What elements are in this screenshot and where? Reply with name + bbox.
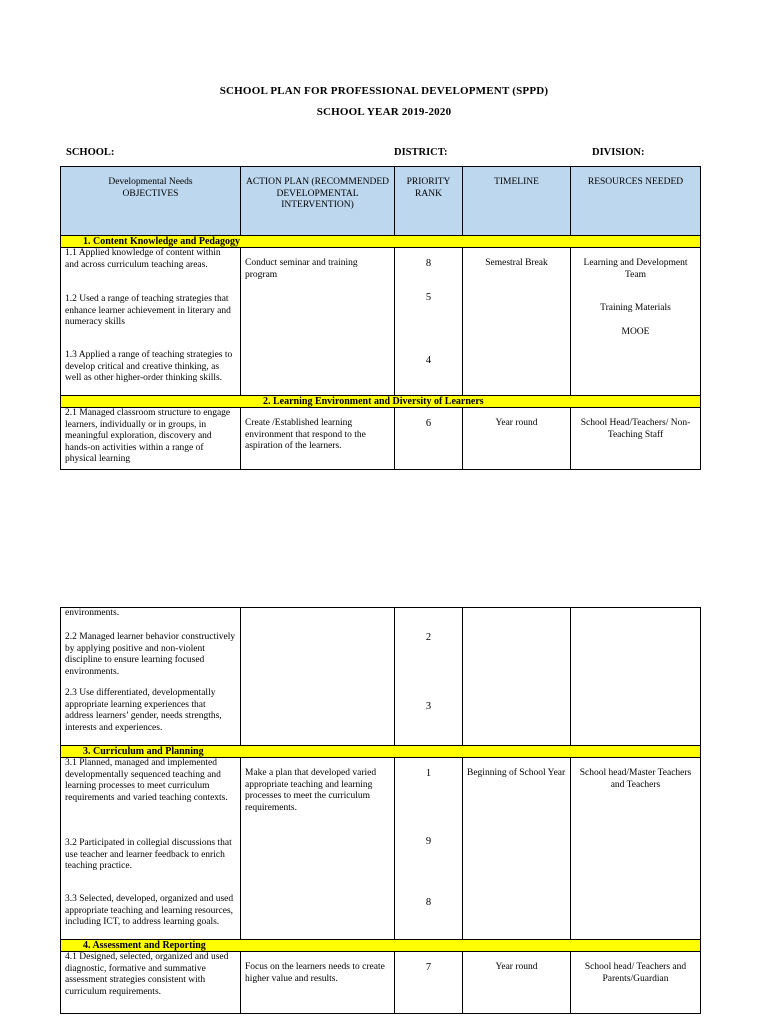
rank-2-3: 3 bbox=[425, 700, 432, 712]
rank-cell-1 bbox=[395, 248, 463, 396]
resource-mooe: MOOE bbox=[621, 326, 650, 337]
action-plan-2: Create /Established learning environment that respond to the aspiration of the learners. bbox=[241, 408, 395, 470]
action-plan-1: Conduct seminar and training program bbox=[241, 248, 395, 396]
header-action-plan: ACTION PLAN (RECOMMENDED DEVELOPMENTAL INTERVENTION) bbox=[241, 167, 395, 236]
rank-4-1: 7 bbox=[395, 952, 463, 1014]
rank-1-3: 4 bbox=[425, 355, 432, 366]
header-priority-rank: PRIORITY RANK bbox=[395, 167, 463, 236]
objective-3-2: 3.2 Participated in collegial discussions that use teacher and learner feedback to enrich teaching practice. bbox=[65, 838, 232, 871]
objectives-cell-1 bbox=[61, 248, 241, 396]
rank-3-1: 1 bbox=[425, 768, 432, 779]
objective-1-2: 1.2 Used a range of teaching strategies that enhance learner achievement in literary and numeracy skills bbox=[65, 294, 231, 327]
objective-2-2: 2.2 Managed learner behavior constructively by applying positive and non-violent discipline to ensure learning focused environments. bbox=[65, 632, 236, 677]
school-year: SCHOOL YEAR 2019-2020 bbox=[316, 106, 452, 118]
plan-table-page1 bbox=[60, 166, 701, 470]
header-developmental-needs: Developmental Needs bbox=[108, 177, 193, 187]
division-label: DIVISION: bbox=[592, 147, 645, 158]
action-plan-3: Make a plan that developed varied appropriate teaching and learning processes to meet the curriculum requirements. bbox=[241, 758, 395, 940]
action-plan-2-continued bbox=[241, 608, 395, 746]
resources-2-continued bbox=[571, 608, 701, 746]
rank-cell-2 bbox=[395, 608, 463, 746]
objective-3-1: 3.1 Planned, managed and implemented developmentally sequenced teaching and learning processes to meet curriculum requirements and varied teaching contexts. bbox=[65, 758, 228, 803]
resources-3: School head/Master Teachers and Teachers bbox=[571, 758, 701, 940]
resource-learning-team: Learning and Development Team bbox=[583, 258, 688, 280]
rank-cell-3 bbox=[395, 758, 463, 940]
header-resources: RESOURCES NEEDED bbox=[571, 167, 701, 236]
rank-1-1: 8 bbox=[425, 258, 432, 269]
section-learning-environment: 2. Learning Environment and Diversity of Learners bbox=[61, 396, 701, 408]
action-plan-4: Focus on the learners needs to create higher value and results. bbox=[241, 952, 395, 1014]
objective-3-3: 3.3 Selected, developed, organized and used appropriate teaching and learning resources, including ICT, to address learning goals. bbox=[65, 894, 234, 927]
resources-cell-1 bbox=[571, 248, 701, 396]
objective-2-3: 2.3 Use differentiated, developmentally appropriate learning experiences that address learners’ gender, needs strengths, interests and experiences. bbox=[65, 688, 222, 733]
timeline-3: Beginning of School Year bbox=[463, 758, 571, 940]
objectives-cell-2 bbox=[61, 608, 241, 746]
header-objectives-label: OBJECTIVES bbox=[122, 188, 179, 199]
timeline-4: Year round bbox=[463, 952, 571, 1014]
school-label: SCHOOL: bbox=[66, 147, 115, 158]
section-curriculum-planning: 3. Curriculum and Planning bbox=[61, 746, 701, 758]
section-assessment-reporting: 4. Assessment and Reporting bbox=[61, 940, 701, 952]
objective-2-1-continued: environments. bbox=[65, 608, 120, 618]
rank-2-1: 6 bbox=[395, 408, 463, 470]
objective-4-1: 4.1 Designed, selected, organized and used diagnostic, formative and summative assessment strategies consistent with curriculum requirements. bbox=[61, 952, 241, 1014]
rank-1-2: 5 bbox=[425, 291, 432, 303]
rank-3-3: 8 bbox=[425, 897, 432, 908]
header-objectives bbox=[61, 167, 241, 236]
plan-table-page2 bbox=[60, 607, 701, 1014]
district-label: DISTRICT: bbox=[394, 147, 448, 158]
resource-training-materials: Training Materials bbox=[600, 303, 671, 313]
resources-2: School Head/Teachers/ Non-Teaching Staff bbox=[571, 408, 701, 470]
header-timeline: TIMELINE bbox=[463, 167, 571, 236]
objectives-cell-3 bbox=[61, 758, 241, 940]
timeline-2-continued bbox=[463, 608, 571, 746]
objective-1-1: 1.1 Applied knowledge of content within and across curriculum teaching areas. bbox=[65, 248, 221, 270]
objective-1-3: 1.3 Applied a range of teaching strategies to develop critical and creative thinking, as well as other higher-order thinking skills. bbox=[65, 350, 233, 383]
rank-2-2: 2 bbox=[425, 632, 432, 643]
resources-4: School head/ Teachers and Parents/Guardian bbox=[571, 952, 701, 1014]
document-title: SCHOOL PLAN FOR PROFESSIONAL DEVELOPMENT (SPPD) bbox=[219, 85, 549, 97]
objective-2-1: 2.1 Managed classroom structure to engage learners, individually or in groups, in meaningful exploration, discovery and hands-on activities within a range of physical learning bbox=[61, 408, 241, 470]
timeline-2: Year round bbox=[463, 408, 571, 470]
timeline-1: Semestral Break bbox=[463, 248, 571, 396]
section-content-knowledge: 1. Content Knowledge and Pedagogy bbox=[61, 236, 701, 248]
rank-3-2: 9 bbox=[425, 835, 432, 847]
